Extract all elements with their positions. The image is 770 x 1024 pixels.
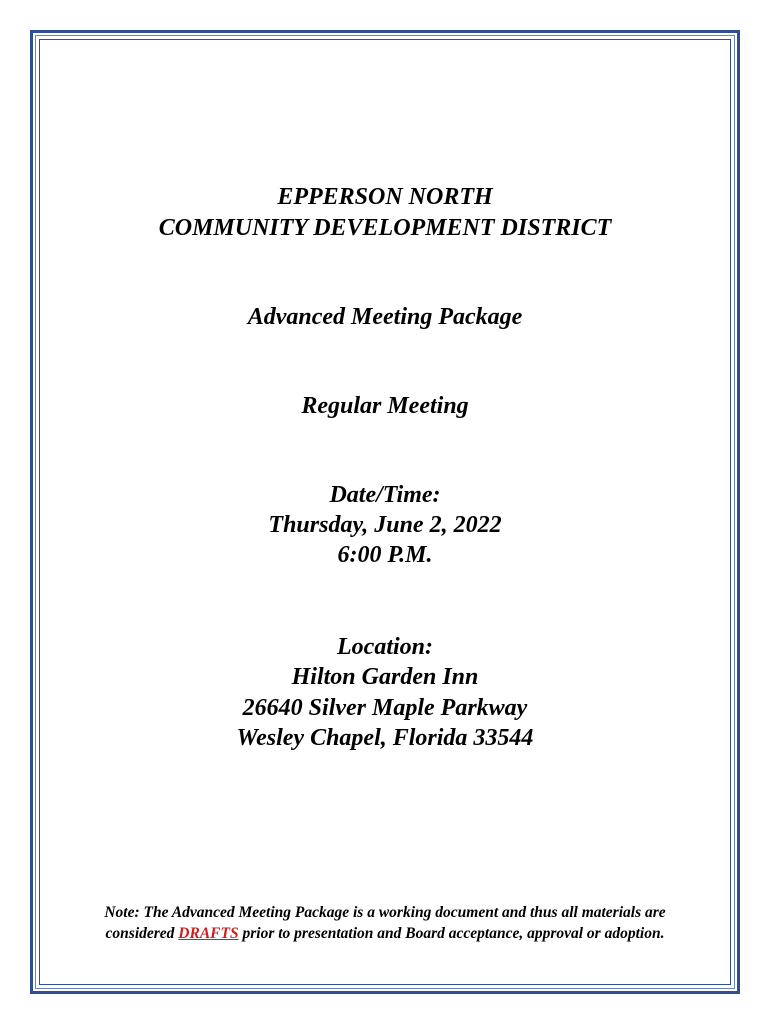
package-title: Advanced Meeting Package: [247, 304, 523, 330]
note-line2-suffix: prior to presentation and Board acceptance, approval or adoption.: [238, 925, 665, 942]
venue-name: Hilton Garden Inn: [291, 664, 479, 690]
meeting-type: Regular Meeting: [301, 393, 469, 419]
district-name-line1: EPPERSON NORTH: [277, 184, 493, 210]
note-line2-prefix: considered: [105, 925, 179, 942]
address-city: Wesley Chapel, Florida 33544: [236, 725, 534, 751]
drafts-emphasis: DRAFTS: [178, 925, 239, 942]
meeting-date: Thursday, June 2, 2022: [268, 512, 502, 538]
meeting-time: 6:00 P.M.: [337, 542, 433, 568]
note-line1: Note: The Advanced Meeting Package is a working document and thus all materials are: [104, 904, 666, 921]
address-street: 26640 Silver Maple Parkway: [242, 695, 528, 721]
district-name-line2: COMMUNITY DEVELOPMENT DISTRICT: [158, 215, 612, 241]
location-label: Location:: [337, 634, 433, 660]
datetime-label: Date/Time:: [329, 482, 441, 508]
note-line2: [40, 923, 730, 944]
cover-content: [40, 40, 730, 984]
